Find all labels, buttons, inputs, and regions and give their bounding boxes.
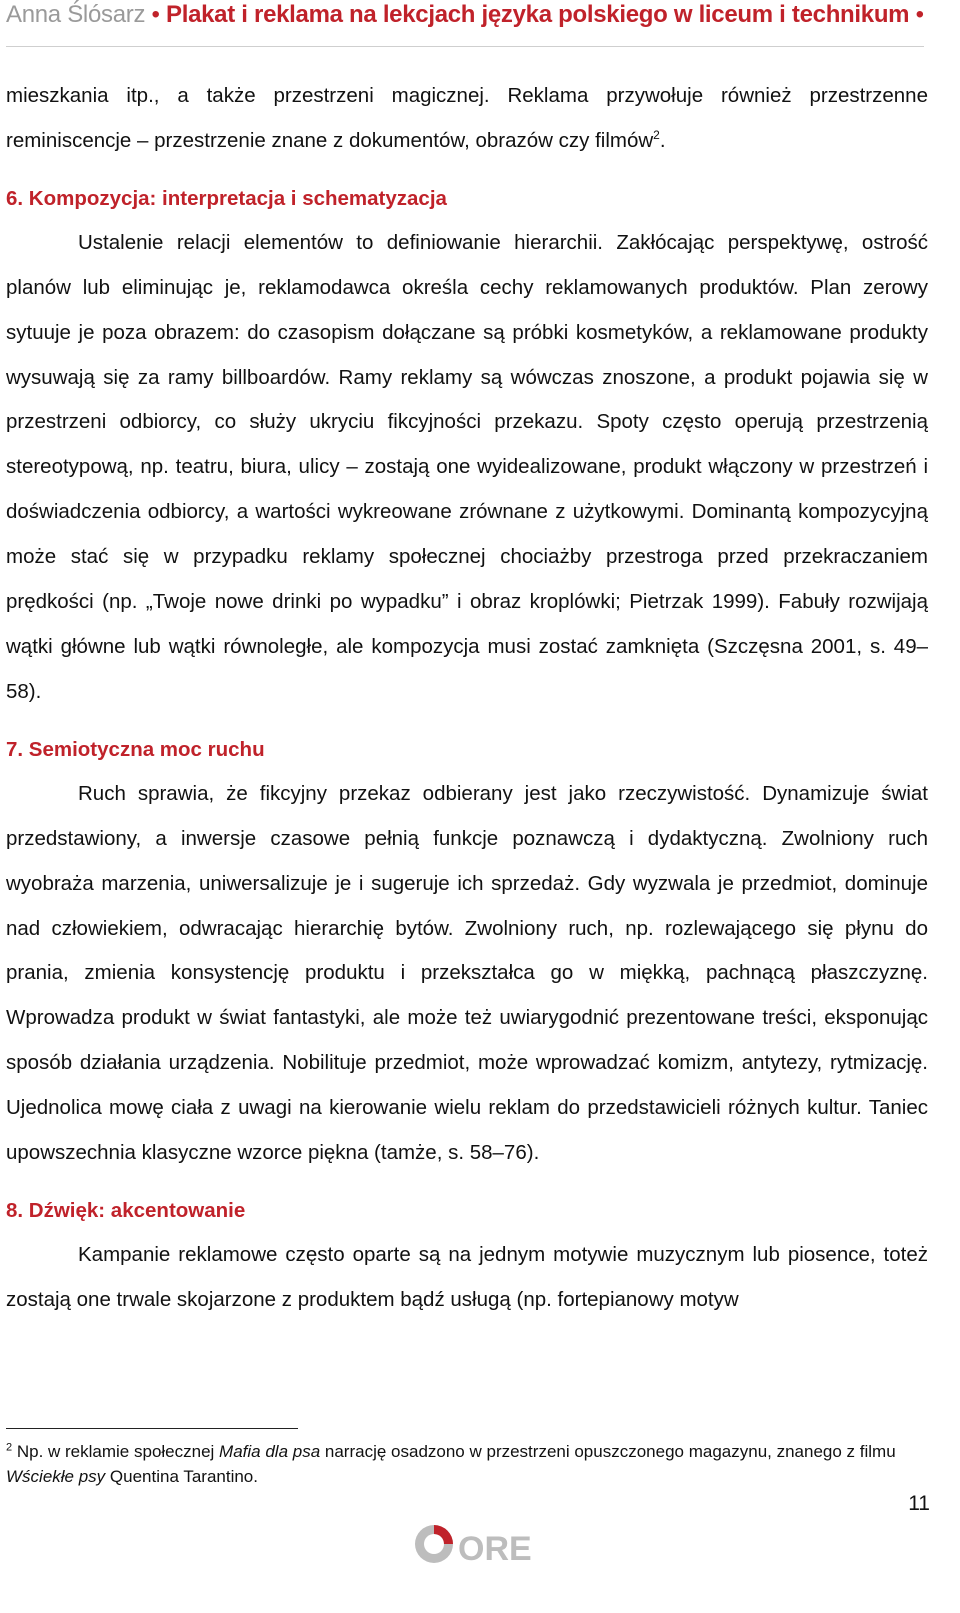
section-heading-motion: 7. Semiotyczna moc ruchu [6, 737, 265, 761]
section-heading-composition: 6. Kompozycja: interpretacja i schematyzacja [6, 186, 447, 210]
svg-text:ORE: ORE [458, 1530, 532, 1568]
footnote-number: 2 [6, 1441, 13, 1454]
header-title: Plakat i reklama na lekcjach języka polskiego w liceum i technikum [166, 1, 910, 28]
paragraph-text: mieszkania itp., a także przestrzeni magicznej. Reklama przywołuje również przestrzenne reminiscencje – przestrzenie znane z dokumentów, obrazów czy filmów [6, 84, 928, 152]
paragraph-sound: Kampanie reklamowe często oparte są na jednym motywie muzycznym lub piosence, toteż zostają one trwale skojarzone z produktem bądź usługą (np. fortepianowy motyw [6, 1242, 928, 1311]
footnote-title-2: Wściekłe psy [6, 1467, 106, 1486]
page-body [6, 74, 928, 1323]
section-heading-sound: 8. Dźwięk: akcentowanie [6, 1198, 246, 1222]
footnote-text-2: narrację osadzono w przestrzeni opuszczonego magazynu, znanego z filmu [320, 1442, 896, 1461]
page-number: 11 [908, 1492, 930, 1515]
header-author: Anna Ślósarz [6, 1, 146, 28]
footnote-divider [6, 1428, 298, 1429]
header-trailing-bullet: • [915, 1, 924, 28]
footnote-ref[interactable]: 2 [653, 128, 660, 143]
footnote-title-1: Mafia dla psa [219, 1442, 321, 1461]
paragraph-composition: Ustalenie relacji elementów to definiowanie hierarchii. Zakłócając perspektywę, ostrość planów lub eliminując je, reklamodawca określa cechy reklamowanych produktów. Plan zerowy sytuuje je poza obrazem: do czasopism dołączane są próbki kosmetyków, a reklamowane produkty wysuwają się za ramy billboardów. Ramy reklamy są wówczas znoszone, a produkt pojawia się w przestrzeni odbiorcy, co służy ukryciu fikcyjności przekazu. Spoty często operują przestrzenią stereotypową, np. teatru, biura, ulicy – zostają one wyidealizowane, produkt włączony w przestrzeń i doświadczenia odbiorcy, a wartości wykreowane zrównane z użytkowymi. Dominantą kompozycyjną może stać się w przypadku reklamy społecznej chociażby przestroga przed przekraczaniem prędkości (np. „Twoje nowe drinki po wypadku” i obraz kroplówki; Pietrzak 1999). Fabuły rozwijają wątki główne lub wątki równoległe, ale kompozycja musi zostać zamknięta (Szczęsna 2001, s. 49–58). [6, 230, 928, 703]
paragraph-motion: Ruch sprawia, że fikcyjny przekaz odbierany jest jako rzeczywistość. Dynamizuje świat przedstawiony, a inwersje czasowe pełnią funkcje poznawczą i dydaktyczną. Zwolniony ruch wyobraża marzenia, uniwersalizuje je i sugeruje ich sprzedaż. Gdy wyzwala je przedmiot, dominuje nad człowiekiem, odwracając hierarchię bytów. Zwolniony ruch, np. rozlewającego się płynu do prania, zmienia konsystencję produktu i przekształca go w miękką, pachnącą płaszczyznę. Wprowadza produkt w świat fantastyki, ale może też uwiarygodnić prezentowane treści, eksponując sposób działania urządzenia. Nobilituje przedmiot, może wprowadzać komizm, antytezy, rytmizację. Ujednolica mowę ciała z uwagi na kierowanie wielu reklam do przedstawicieli różnych kultur. Taniec upowszechnia klasyczne wzorce piękna (tamże, s. 58–76). [6, 781, 928, 1165]
paragraph-tail: . [659, 128, 666, 152]
header-bullet: • [151, 1, 160, 28]
running-header [6, 0, 926, 46]
paragraph-space-continuation [6, 74, 928, 164]
footnote-text-3: Quentina Tarantino. [105, 1467, 258, 1486]
header-divider [6, 46, 924, 47]
footnote [6, 1439, 926, 1489]
footnote-text-1: Np. w reklamie społecznej [12, 1442, 220, 1461]
ore-logo-icon [412, 1520, 532, 1568]
